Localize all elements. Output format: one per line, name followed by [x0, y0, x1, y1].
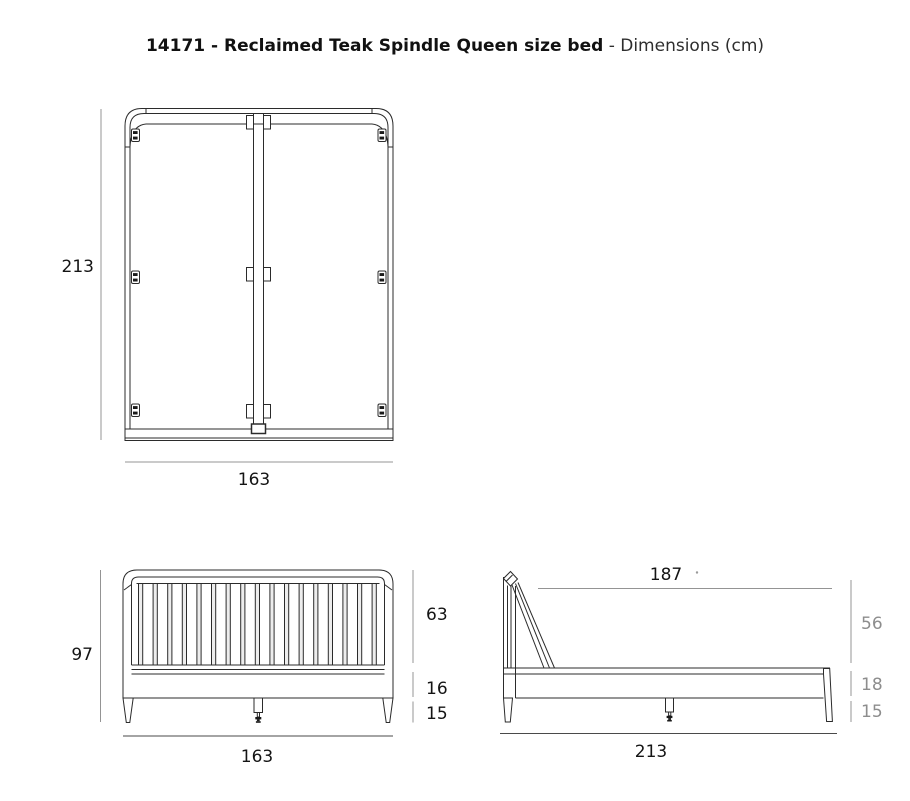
product-title: 14171 - Reclaimed Teak Spindle Queen size bed	[145, 36, 604, 56]
side-headboard-label: 56	[861, 614, 883, 634]
stray-dot	[696, 571, 698, 573]
bracket-icon	[132, 271, 140, 284]
side-rail-label: 18	[861, 675, 883, 695]
bracket-icon	[132, 129, 140, 142]
front-right-leg	[383, 698, 393, 723]
front-view	[71, 570, 447, 767]
bracket-icon	[378, 271, 386, 284]
side-foot-leg	[824, 669, 833, 722]
side-inner-length-label: 187	[649, 565, 683, 585]
front-height-label: 97	[71, 645, 93, 665]
front-rail-label: 16	[426, 679, 448, 699]
title-suffix: - Dimensions (cm)	[603, 36, 765, 56]
bracket-icon	[132, 404, 140, 417]
plan-width-label: 163	[237, 470, 271, 490]
side-length-label: 213	[634, 742, 668, 762]
front-width-label: 163	[240, 747, 274, 767]
side-head-leg	[504, 698, 513, 722]
side-view	[500, 565, 883, 762]
plan-frame-outline	[125, 109, 393, 441]
plan-length-label: 213	[61, 257, 94, 277]
side-leg-label: 15	[861, 702, 883, 722]
front-center-leg	[254, 698, 263, 723]
top-view	[62, 109, 393, 491]
side-center-leg	[666, 698, 674, 722]
front-leg-label: 15	[426, 704, 448, 724]
bracket-icon	[378, 404, 386, 417]
front-left-leg	[123, 698, 133, 723]
bracket-icon	[378, 129, 386, 142]
front-headboard-label: 63	[426, 605, 448, 625]
